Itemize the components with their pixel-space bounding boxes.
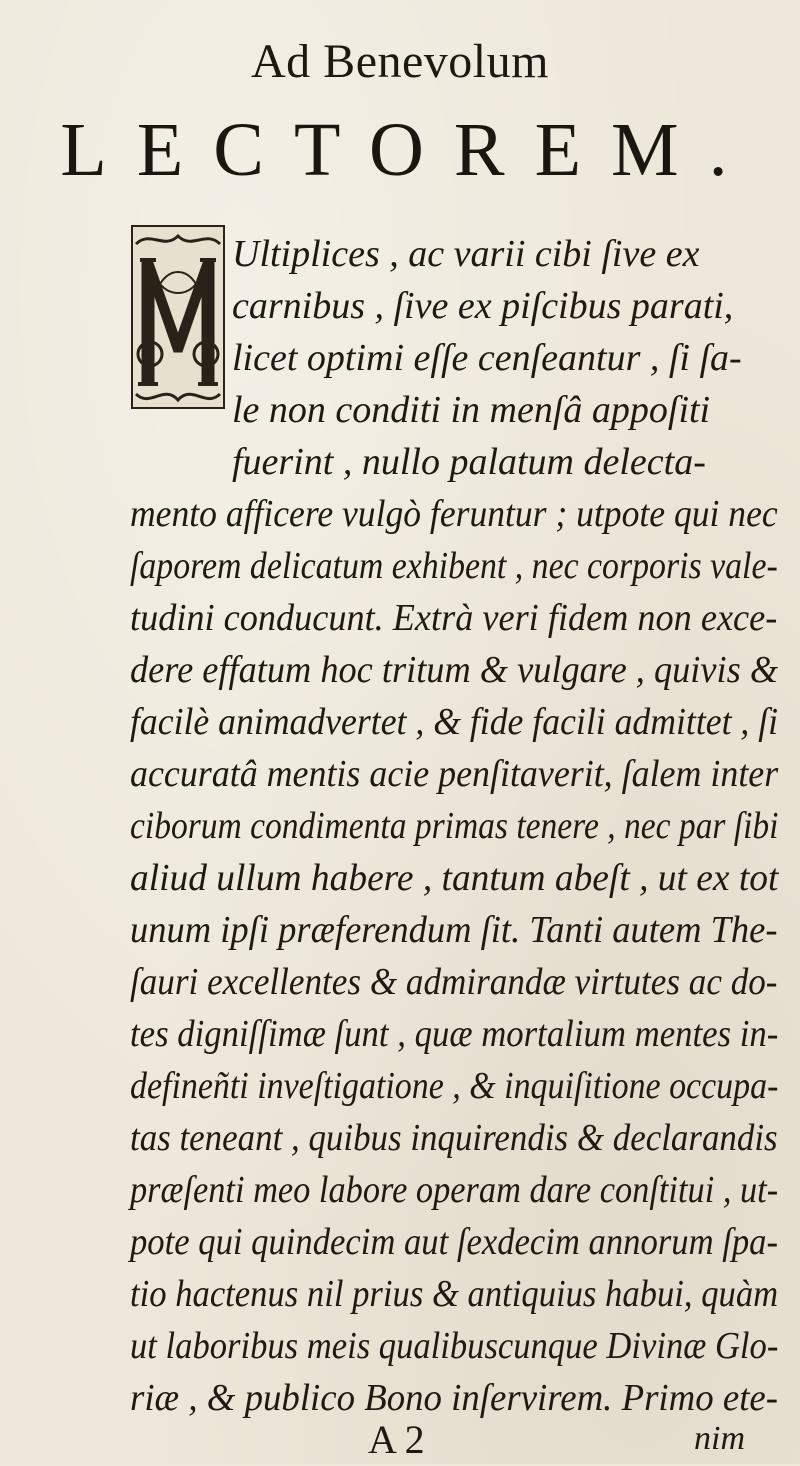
text-line-20: pote qui quindecim aut ſexdecim annorum ſpa- (130, 1221, 778, 1263)
text-line-21: tio hactenus nil prius & antiquius habui, quàm (130, 1273, 779, 1315)
text-line-19: præſenti meo labore operam dare conſtitui , ut- (130, 1169, 779, 1211)
heading-ad-benevolum: Ad Benevolum (251, 35, 549, 88)
signature-mark: A 2 (368, 1417, 425, 1462)
catchword: nim (694, 1420, 745, 1457)
text-line-23: riæ , & publico Bono inſervirem. Primo ete- (130, 1377, 779, 1419)
text-line-11: accuratâ mentis acie penſitaverit, ſalem inter (130, 753, 779, 795)
text-line-22: ut laboribus meis qualibuscunque Divinæ Glo- (130, 1325, 779, 1367)
text-line-10: facilè animadvertet , & fide facili admittet , ſi (130, 701, 779, 743)
text-line-15: ſauri excellentes & admirandæ virtutes ac do- (130, 961, 778, 1003)
text-line-14: unum ipſi præferendum ſit. Tanti autem The- (130, 909, 778, 951)
text-line-18: tas teneant , quibus inquirendis & declarandis (130, 1117, 778, 1159)
heading-lectorem: LECTOREM. (60, 108, 758, 192)
text-line-2: carnibus , ſive ex piſcibus parati, (232, 285, 734, 327)
text-line-4: le non conditi in menſâ appoſiti (232, 389, 711, 431)
text-line-5: fuerint , nullo palatum delecta- (232, 441, 706, 483)
text-line-6: mento afficere vulgò feruntur ; utpote qui nec (130, 493, 778, 535)
ornamental-drop-cap-m-icon (130, 224, 226, 410)
text-line-7: ſaporem delicatum exhibent , nec corporis vale- (130, 545, 778, 587)
text-line-3: licet optimi eſſe cenſeantur , ſi ſa- (232, 337, 742, 379)
text-line-13: aliud ullum habere , tantum abeſt , ut ex tot (130, 857, 779, 899)
text-line-17: defineñti inveſtigatione , & inquiſitione occupa- (130, 1065, 779, 1107)
text-line-1: Ultiplices , ac varii cibi ſive ex (232, 233, 700, 275)
text-line-9: dere effatum hoc tritum & vulgare , quivis & (130, 649, 779, 691)
text-line-12: ciborum condimenta primas tenere , nec par ſibi (130, 805, 779, 847)
text-line-16: tes digniſſimæ ſunt , quæ mortalium mentes in- (130, 1013, 779, 1055)
text-line-8: tudini conducunt. Extrà veri fidem non exce- (130, 597, 778, 639)
